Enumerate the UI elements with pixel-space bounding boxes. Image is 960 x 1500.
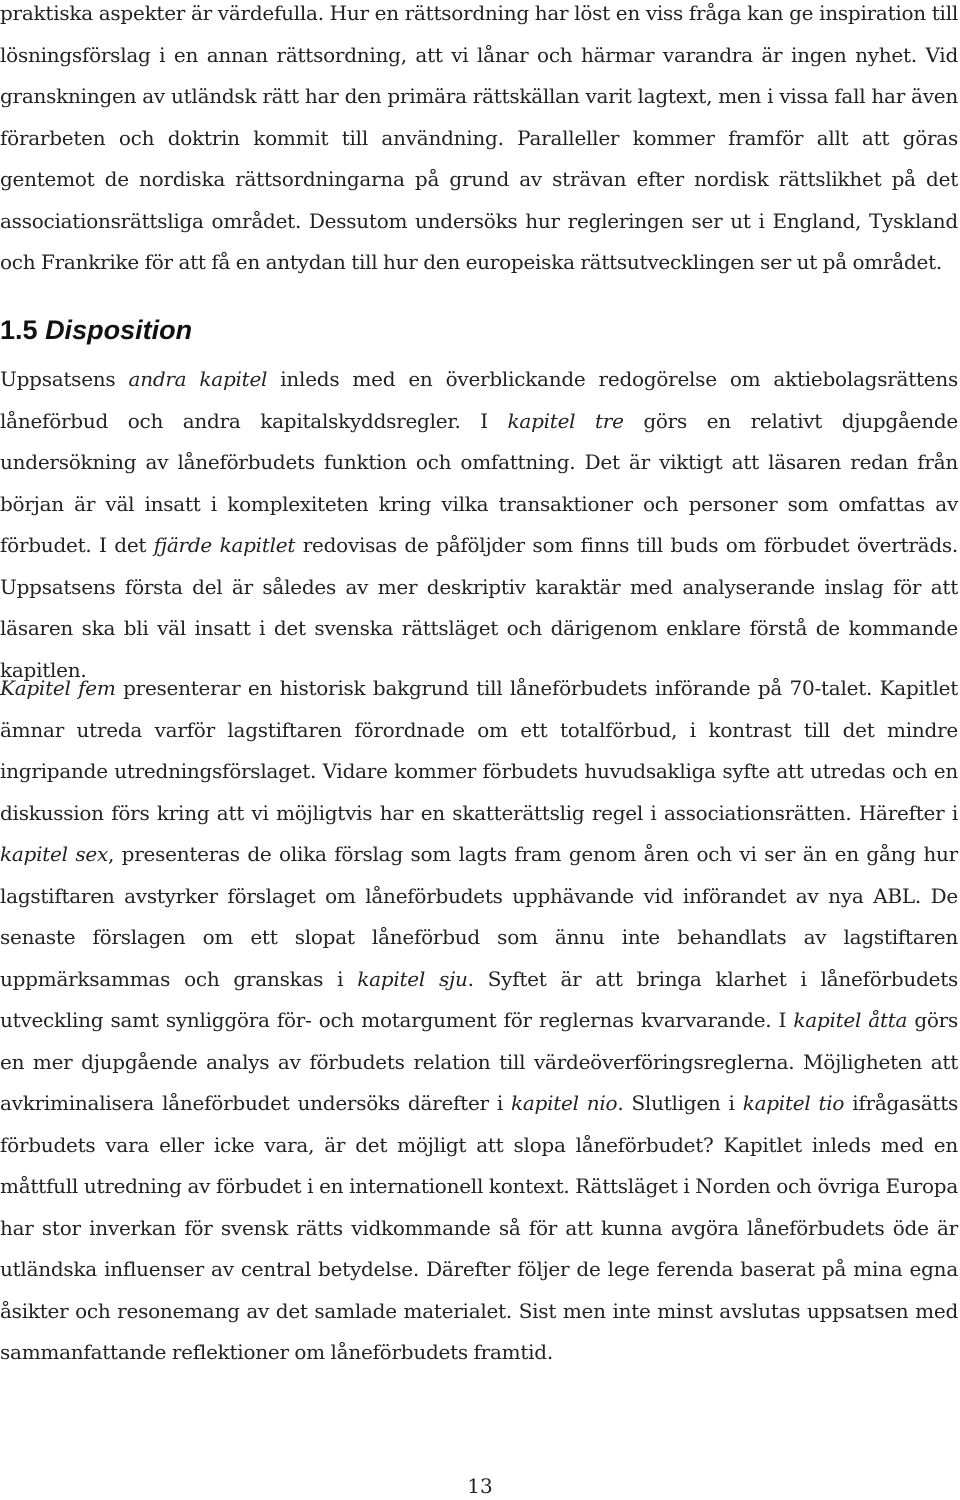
italic-run: fjärde kapitlet [153, 533, 296, 557]
text-run: görs en mer djupgående analys av förbudets relation till värdeöverföringsreglerna. Möjligheten att avkriminalisera låneförbudet undersöks därefter i [0, 1008, 958, 1115]
text-run: Uppsatsens [0, 367, 129, 391]
text-run: . Syftet är att bringa klarhet i låneförbudets utveckling samt synliggöra för- och motargument för reglernas kvarvarande. I [0, 966, 959, 1032]
text-run: , presenteras de olika förslag som lagts fram genom åren och vi ser än en gång hur lagstiftaren avstyrker förslaget om låneförbudets upphävande vid införandet av nya ABL. De senaste förslagen om ett slopat låneförbud som ännu inte behandlats av lagstiftaren uppmärksammas och granskas i [0, 842, 958, 991]
text-run: praktiska aspekter är värdefulla. Hur en rättsordning har löst en viss fråga kan ge inspiration till lösningsförslag i en annan rättsordning, att vi lånar och härmar varandra är ingen nyhet. Vid granskningen av utländsk rätt har den primära rättskällan varit lagtext, men i vissa fall har även förarbeten och doktrin kommit till användning. Paralleller kommer framför allt att göras gentemot de nordiska rättsordningarna på grund av strävan efter nordisk rättslikhet på det associationsrättsliga området. Dessutom undersöks hur regleringen ser ut i England, Tyskland och Frankrike för att få en antydan till hur den europeiska rättsutvecklingen ser ut på området. [0, 1, 958, 274]
section-title: Disposition [45, 315, 193, 345]
italic-run: kapitel tio [742, 1091, 845, 1115]
italic-run: kapitel sju [357, 966, 468, 991]
italic-run: kapitel åtta [793, 1008, 908, 1032]
text-run: inleds med en överblickande redogörelse om aktiebolagsrättens låneförbud och andra kapitalskyddsregler. I [0, 367, 959, 433]
text-run: ifrågasätts förbudets vara eller icke vara, är det möjligt att slopa låneförbudet? Kapitlet inleds med en måttfull utredning av förbudet i en internationell kontext. Rättsläget i Norden och övriga Europa har stor inverkan för svensk rätts vidkommande så för att kunna avgöra låneförbudets öde är utländska influenser av central betydelse. Därefter följer de lege ferenda baserat på mina egna åsikter och resonemang av det samlade materialet. Sist men inte minst avslutas uppsatsen med sammanfattande reflektioner om låneförbudets framtid. [0, 1091, 958, 1364]
italic-run: kapitel tre [507, 408, 624, 433]
page-number: 13 [467, 1474, 493, 1498]
text-run: presenterar en historisk bakgrund till låneförbudets införande på 70-talet. Kapitlet ämnar utreda varför lagstiftaren förordnade om ett totalförbud, i kontrast till det mindre ingripande utredningsförslaget. Vidare kommer förbudets huvudsakliga syfte att utredas och en diskussion förs kring att vi möjligtvis har en skatterättslig regel i associationsrätten. Härefter i [0, 676, 958, 825]
section-heading [0, 310, 192, 350]
italic-run: Kapitel fem [0, 676, 116, 700]
text-run: . Slutligen i [617, 1091, 743, 1115]
italic-run: kapitel nio [511, 1091, 618, 1115]
text-run: görs en relativt djupgående undersökning av låneförbudets funktion och omfattning. Det är viktigt att läsaren redan från början är väl insatt i komplexiteten kring vilka transaktioner och personer som omfattas av förbudet. I det [0, 408, 958, 557]
section-number: 1.5 [0, 315, 38, 345]
text-run: redovisas de påföljder som finns till buds om förbudet överträds. Uppsatsens första del är således av mer deskriptiv karaktär med analyserande inslag för att läsaren ska bli väl insatt i det svenska rättsläget och därigenom enklare förstå de kommande kapitlen. [0, 533, 959, 682]
paragraph-disposition-part1 [0, 359, 958, 691]
paragraph-disposition-part2 [0, 668, 958, 1374]
paragraph-method [0, 0, 958, 284]
italic-run: kapitel sex [0, 842, 108, 866]
italic-run: andra kapitel [128, 367, 268, 391]
